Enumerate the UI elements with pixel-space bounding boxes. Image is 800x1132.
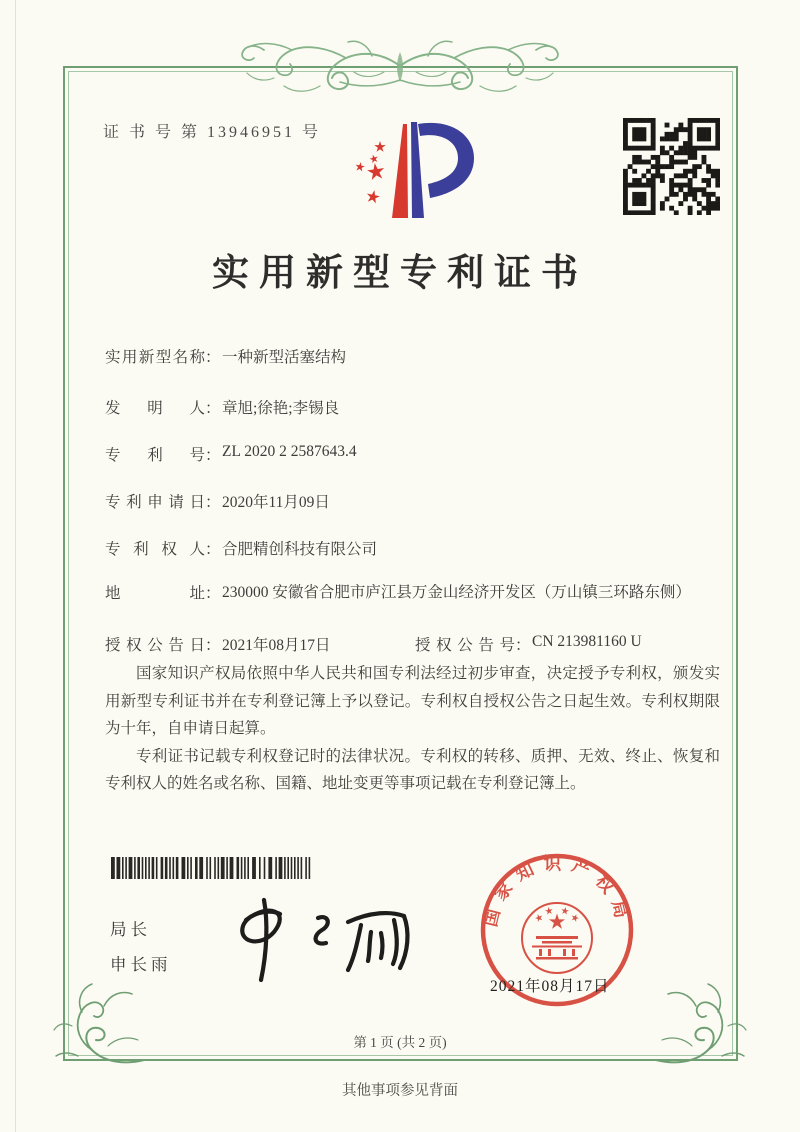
page-title: 实用新型专利证书 <box>212 253 588 294</box>
certificate-number: 证 书 号 第 13946951 号 <box>103 124 322 141</box>
field-colon: ： <box>205 585 221 602</box>
field-grant-date <box>105 633 331 655</box>
field-colon: ： <box>205 494 221 511</box>
field-colon: ： <box>515 637 531 654</box>
field-label: 专利号 <box>105 447 205 464</box>
field-value: 230000 安徽省合肥市庐江县万金山经济开发区（万山镇三环路东侧） <box>222 584 691 601</box>
field-row-address <box>105 581 709 605</box>
director-signature-handwriting <box>218 890 433 990</box>
field-value: 2020年11月09日 <box>222 494 330 511</box>
field-grant-no <box>415 633 642 655</box>
page-number-info: 第 1 页 (共 2 页) <box>353 1035 447 1050</box>
director-title: 局长 <box>110 920 151 939</box>
field-value: 章旭;徐艳;李锡良 <box>222 400 340 417</box>
seal-date: 2021年08月17日 <box>490 978 610 995</box>
body-paragraph-1: 国家知识产权局依照中华人民共和国专利法经过初步审查，决定授予专利权，颁发实用新型专利证书并在专利登记簿上予以登记。专利权自授权公告之日起生效。专利权期限为十年，自申请日起算。 <box>105 665 720 737</box>
field-label: 地址 <box>105 585 205 602</box>
barcode-icon <box>110 856 315 880</box>
field-colon: ： <box>205 637 221 654</box>
qr-code-icon <box>623 118 720 215</box>
field-row-patent-no <box>105 443 357 465</box>
certificate-body-text <box>105 660 720 798</box>
bottom-left-flourish-icon <box>48 982 148 1074</box>
field-row-patentee <box>105 537 377 559</box>
field-value: 一种新型活塞结构 <box>222 349 347 366</box>
bottom-right-flourish-icon <box>652 982 752 1074</box>
field-label: 实用新型名称 <box>105 349 205 366</box>
field-colon: ： <box>205 400 221 417</box>
field-row-name <box>105 345 346 367</box>
scan-edge-line <box>15 0 16 1132</box>
field-label: 发明人 <box>105 400 205 417</box>
field-colon: ： <box>205 541 221 558</box>
field-value: ZL 2020 2 2587643.4 <box>222 443 357 460</box>
cnipa-logo-icon <box>348 116 483 224</box>
top-flourish-ornament-icon <box>240 20 560 110</box>
field-colon: ： <box>205 349 221 366</box>
director-printed-name: 申长雨 <box>110 955 172 974</box>
back-side-note: 其他事项参见背面 <box>342 1083 458 1099</box>
body-paragraph-2: 专利证书记载专利权登记时的法律状况。专利权的转移、质押、无效、终止、恢复和专利权人的姓名或名称、国籍、地址变更等事项记载在专利登记簿上。 <box>105 747 720 792</box>
field-label: 授权公告日 <box>105 637 205 654</box>
field-value: 合肥精创科技有限公司 <box>222 541 378 558</box>
field-row-inventors <box>105 396 339 418</box>
field-label: 专利申请日 <box>105 494 205 511</box>
seal-ring-text: 国家知识产权局 <box>480 853 634 929</box>
field-label: 授权公告号 <box>415 637 515 654</box>
field-colon: ： <box>205 447 221 464</box>
field-value: 2021年08月17日 <box>222 637 331 654</box>
field-value: CN 213981160 U <box>532 633 642 650</box>
field-row-filing-date <box>105 490 330 512</box>
field-label: 专利权人 <box>105 541 205 558</box>
